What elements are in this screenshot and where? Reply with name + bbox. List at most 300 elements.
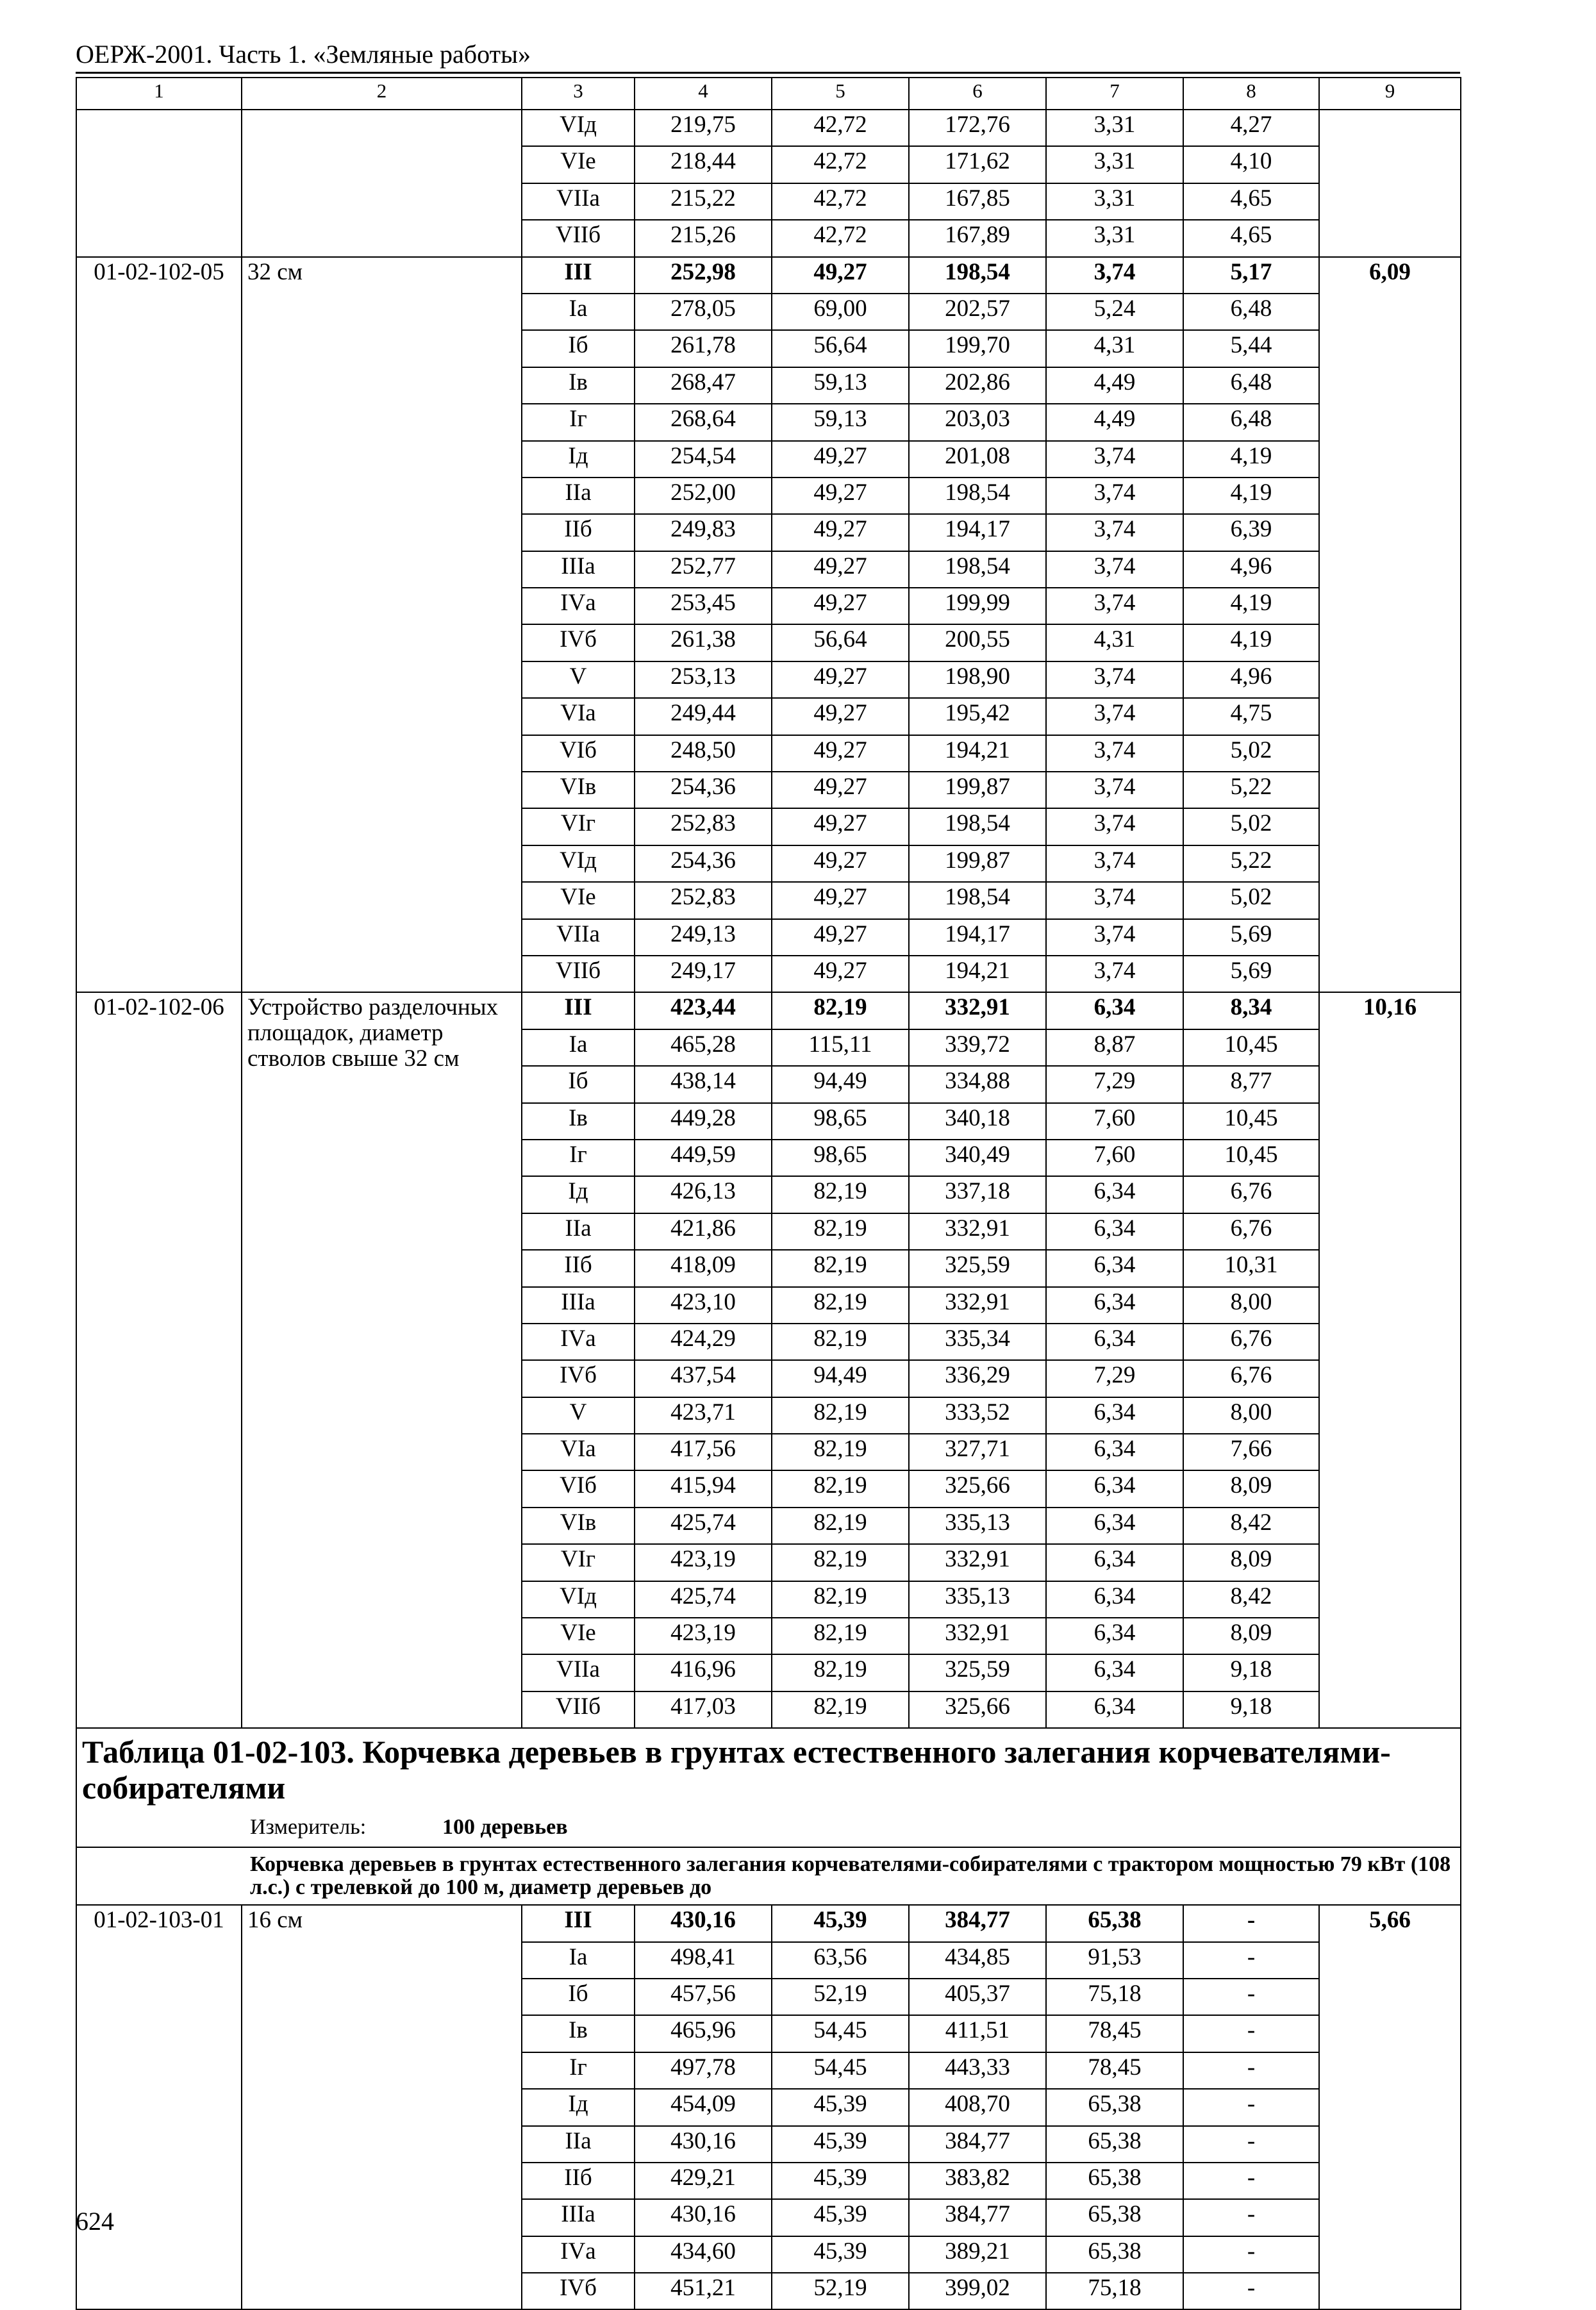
value-cell: - bbox=[1183, 2163, 1319, 2199]
value-cell: 65,38 bbox=[1046, 1905, 1183, 1941]
value-cell: 65,38 bbox=[1046, 2163, 1183, 2199]
soil-group-cell: IVа bbox=[522, 1324, 635, 1360]
value-cell: 49,27 bbox=[772, 661, 909, 698]
value-cell: 59,13 bbox=[772, 367, 909, 404]
value-cell: 6,39 bbox=[1183, 514, 1319, 551]
soil-group-cell: III bbox=[522, 992, 635, 1029]
value-cell: 6,76 bbox=[1183, 1324, 1319, 1360]
value-cell: 202,86 bbox=[909, 367, 1046, 404]
value-cell: 56,64 bbox=[772, 330, 909, 367]
value-cell: 278,05 bbox=[635, 294, 772, 330]
value-cell: 249,44 bbox=[635, 698, 772, 735]
value-cell: 5,24 bbox=[1046, 294, 1183, 330]
value-cell: 115,11 bbox=[772, 1029, 909, 1066]
value-cell: 268,64 bbox=[635, 404, 772, 440]
value-cell: - bbox=[1183, 1905, 1319, 1941]
value-cell: 333,52 bbox=[909, 1397, 1046, 1434]
soil-group-cell: VIд bbox=[522, 110, 635, 146]
value-cell: 78,45 bbox=[1046, 2015, 1183, 2052]
value-cell: 416,96 bbox=[635, 1654, 772, 1691]
value-cell: 49,27 bbox=[772, 441, 909, 478]
value-cell: 254,36 bbox=[635, 772, 772, 808]
value-cell: 6,34 bbox=[1046, 1618, 1183, 1654]
value-cell: 4,49 bbox=[1046, 404, 1183, 440]
value-cell: 4,31 bbox=[1046, 624, 1183, 661]
value-cell: 6,34 bbox=[1046, 1581, 1183, 1618]
value-cell: 10,31 bbox=[1183, 1250, 1319, 1286]
value-cell: 3,31 bbox=[1046, 110, 1183, 146]
value-cell: 94,49 bbox=[772, 1360, 909, 1397]
value-cell: 10,45 bbox=[1183, 1140, 1319, 1176]
value-cell: 215,22 bbox=[635, 183, 772, 220]
column-number: 1 bbox=[76, 78, 242, 110]
value-cell: 437,54 bbox=[635, 1360, 772, 1397]
value-cell: 49,27 bbox=[772, 551, 909, 588]
column-number: 5 bbox=[772, 78, 909, 110]
value-cell: 98,65 bbox=[772, 1140, 909, 1176]
table-row bbox=[76, 1905, 1461, 1941]
value-cell: 49,27 bbox=[772, 588, 909, 624]
value-cell: 405,37 bbox=[909, 1979, 1046, 2015]
page-number: 624 bbox=[76, 2207, 114, 2236]
value-cell: 69,00 bbox=[772, 294, 909, 330]
value-cell: 425,74 bbox=[635, 1508, 772, 1544]
value-cell: 454,09 bbox=[635, 2089, 772, 2125]
value-cell: 45,39 bbox=[772, 2089, 909, 2125]
value-cell: 65,38 bbox=[1046, 2199, 1183, 2236]
value-cell: 195,42 bbox=[909, 698, 1046, 735]
value-cell: 194,17 bbox=[909, 919, 1046, 956]
column-number: 3 bbox=[522, 78, 635, 110]
value-cell: 253,13 bbox=[635, 661, 772, 698]
value-cell: 4,65 bbox=[1183, 220, 1319, 256]
value-cell: 45,39 bbox=[772, 2199, 909, 2236]
value-cell: 78,45 bbox=[1046, 2052, 1183, 2089]
soil-group-cell: VIб bbox=[522, 1470, 635, 1507]
value-cell: 325,66 bbox=[909, 1470, 1046, 1507]
value-cell: 52,19 bbox=[772, 1979, 909, 2015]
value-cell: 98,65 bbox=[772, 1103, 909, 1140]
value-cell: - bbox=[1183, 1942, 1319, 1979]
value-cell: 5,69 bbox=[1183, 956, 1319, 992]
value-cell: 383,82 bbox=[909, 2163, 1046, 2199]
soil-group-cell: VIа bbox=[522, 698, 635, 735]
value-cell: 438,14 bbox=[635, 1066, 772, 1102]
value-cell: 65,38 bbox=[1046, 2126, 1183, 2163]
value-cell: 199,87 bbox=[909, 845, 1046, 882]
value-cell: 8,00 bbox=[1183, 1287, 1319, 1324]
value-cell: 198,54 bbox=[909, 257, 1046, 294]
labor-value: 5,66 bbox=[1319, 1905, 1461, 2309]
value-cell: 203,03 bbox=[909, 404, 1046, 440]
table-row bbox=[76, 257, 1461, 294]
soil-group-cell: Iв bbox=[522, 1103, 635, 1140]
column-number-row bbox=[76, 78, 1461, 110]
value-cell: 465,96 bbox=[635, 2015, 772, 2052]
value-cell: 8,00 bbox=[1183, 1397, 1319, 1434]
column-number: 6 bbox=[909, 78, 1046, 110]
soil-group-cell: VIд bbox=[522, 845, 635, 882]
rates-table-body bbox=[76, 78, 1461, 2309]
value-cell: 3,74 bbox=[1046, 257, 1183, 294]
value-cell: 3,74 bbox=[1046, 698, 1183, 735]
table-103-title-row bbox=[76, 1728, 1461, 1847]
value-cell: 7,66 bbox=[1183, 1434, 1319, 1470]
value-cell: 4,49 bbox=[1046, 367, 1183, 404]
value-cell: 63,56 bbox=[772, 1942, 909, 1979]
value-cell: 7,29 bbox=[1046, 1360, 1183, 1397]
value-cell: 6,34 bbox=[1046, 1434, 1183, 1470]
value-cell: 417,56 bbox=[635, 1434, 772, 1470]
item-code: 01-02-102-06 bbox=[76, 992, 242, 1728]
table-row bbox=[76, 110, 1461, 146]
value-cell: 339,72 bbox=[909, 1029, 1046, 1066]
value-cell: 423,19 bbox=[635, 1618, 772, 1654]
value-cell: 334,88 bbox=[909, 1066, 1046, 1102]
value-cell: 82,19 bbox=[772, 1250, 909, 1286]
value-cell: 332,91 bbox=[909, 1213, 1046, 1250]
soil-group-cell: Iв bbox=[522, 2015, 635, 2052]
value-cell: 3,74 bbox=[1046, 956, 1183, 992]
value-cell: 384,77 bbox=[909, 2126, 1046, 2163]
soil-group-cell: VIIа bbox=[522, 919, 635, 956]
value-cell: 4,19 bbox=[1183, 588, 1319, 624]
item-description: 16 см bbox=[242, 1905, 522, 2309]
soil-group-cell: Iд bbox=[522, 2089, 635, 2125]
value-cell: 59,13 bbox=[772, 404, 909, 440]
value-cell: 6,34 bbox=[1046, 1176, 1183, 1213]
value-cell: 198,54 bbox=[909, 808, 1046, 845]
soil-group-cell: VIе bbox=[522, 1618, 635, 1654]
value-cell: 429,21 bbox=[635, 2163, 772, 2199]
value-cell: 261,38 bbox=[635, 624, 772, 661]
value-cell: - bbox=[1183, 2199, 1319, 2236]
soil-group-cell: IVб bbox=[522, 2273, 635, 2309]
value-cell: 423,19 bbox=[635, 1544, 772, 1581]
table-103-title-cell bbox=[76, 1728, 1461, 1847]
value-cell: 6,76 bbox=[1183, 1360, 1319, 1397]
value-cell: 425,74 bbox=[635, 1581, 772, 1618]
value-cell: 7,60 bbox=[1046, 1103, 1183, 1140]
value-cell: 82,19 bbox=[772, 1691, 909, 1728]
value-cell: 332,91 bbox=[909, 1544, 1046, 1581]
value-cell: 253,45 bbox=[635, 588, 772, 624]
soil-group-cell: IIб bbox=[522, 1250, 635, 1286]
value-cell: - bbox=[1183, 1979, 1319, 2015]
value-cell: 6,76 bbox=[1183, 1213, 1319, 1250]
soil-group-cell: Iг bbox=[522, 2052, 635, 2089]
value-cell: 340,49 bbox=[909, 1140, 1046, 1176]
value-cell: 332,91 bbox=[909, 1618, 1046, 1654]
labor-value bbox=[1319, 110, 1461, 257]
value-cell: 252,77 bbox=[635, 551, 772, 588]
value-cell: 49,27 bbox=[772, 698, 909, 735]
value-cell: 332,91 bbox=[909, 992, 1046, 1029]
value-cell: 3,74 bbox=[1046, 514, 1183, 551]
value-cell: 75,18 bbox=[1046, 1979, 1183, 2015]
value-cell: 3,31 bbox=[1046, 146, 1183, 183]
value-cell: 5,02 bbox=[1183, 882, 1319, 918]
value-cell: 82,19 bbox=[772, 1654, 909, 1691]
value-cell: 340,18 bbox=[909, 1103, 1046, 1140]
value-cell: 8,87 bbox=[1046, 1029, 1183, 1066]
value-cell: 54,45 bbox=[772, 2015, 909, 2052]
value-cell: 198,90 bbox=[909, 661, 1046, 698]
value-cell: 9,18 bbox=[1183, 1691, 1319, 1728]
table-103-subtitle-row bbox=[76, 1847, 1461, 1905]
value-cell: 335,34 bbox=[909, 1324, 1046, 1360]
value-cell: 171,62 bbox=[909, 146, 1046, 183]
soil-group-cell: Iг bbox=[522, 404, 635, 440]
value-cell: 4,65 bbox=[1183, 183, 1319, 220]
value-cell: 194,17 bbox=[909, 514, 1046, 551]
value-cell: 5,69 bbox=[1183, 919, 1319, 956]
value-cell: 424,29 bbox=[635, 1324, 772, 1360]
value-cell: 82,19 bbox=[772, 1213, 909, 1250]
value-cell: 82,19 bbox=[772, 1581, 909, 1618]
value-cell: 82,19 bbox=[772, 1397, 909, 1434]
value-cell: 252,98 bbox=[635, 257, 772, 294]
value-cell: - bbox=[1183, 2089, 1319, 2125]
value-cell: 384,77 bbox=[909, 2199, 1046, 2236]
value-cell: 218,44 bbox=[635, 146, 772, 183]
value-cell: 449,59 bbox=[635, 1140, 772, 1176]
value-cell: 5,17 bbox=[1183, 257, 1319, 294]
value-cell: 6,48 bbox=[1183, 294, 1319, 330]
value-cell: 252,83 bbox=[635, 808, 772, 845]
value-cell: 6,34 bbox=[1046, 1544, 1183, 1581]
value-cell: 498,41 bbox=[635, 1942, 772, 1979]
soil-group-cell: VIIб bbox=[522, 220, 635, 256]
value-cell: 198,54 bbox=[909, 882, 1046, 918]
value-cell: 8,09 bbox=[1183, 1470, 1319, 1507]
value-cell: 252,83 bbox=[635, 882, 772, 918]
value-cell: 6,76 bbox=[1183, 1176, 1319, 1213]
value-cell: 325,59 bbox=[909, 1654, 1046, 1691]
value-cell: 215,26 bbox=[635, 220, 772, 256]
value-cell: 82,19 bbox=[772, 1324, 909, 1360]
value-cell: 3,74 bbox=[1046, 735, 1183, 772]
soil-group-cell: VIг bbox=[522, 1544, 635, 1581]
value-cell: 49,27 bbox=[772, 772, 909, 808]
soil-group-cell: VIб bbox=[522, 735, 635, 772]
value-cell: 202,57 bbox=[909, 294, 1046, 330]
soil-group-cell: VIд bbox=[522, 1581, 635, 1618]
value-cell: 5,02 bbox=[1183, 808, 1319, 845]
value-cell: 4,10 bbox=[1183, 146, 1319, 183]
value-cell: 45,39 bbox=[772, 2236, 909, 2273]
value-cell: 4,31 bbox=[1046, 330, 1183, 367]
value-cell: 434,60 bbox=[635, 2236, 772, 2273]
value-cell: 49,27 bbox=[772, 845, 909, 882]
value-cell: 82,19 bbox=[772, 1544, 909, 1581]
value-cell: 335,13 bbox=[909, 1508, 1046, 1544]
value-cell: 254,54 bbox=[635, 441, 772, 478]
soil-group-cell: III bbox=[522, 1905, 635, 1941]
value-cell: 199,99 bbox=[909, 588, 1046, 624]
value-cell: 75,18 bbox=[1046, 2273, 1183, 2309]
soil-group-cell: VIIа bbox=[522, 183, 635, 220]
soil-group-cell: IVб bbox=[522, 624, 635, 661]
value-cell: 5,22 bbox=[1183, 772, 1319, 808]
value-cell: 45,39 bbox=[772, 2163, 909, 2199]
value-cell: 5,44 bbox=[1183, 330, 1319, 367]
soil-group-cell: VIIа bbox=[522, 1654, 635, 1691]
value-cell: 219,75 bbox=[635, 110, 772, 146]
header-rule bbox=[76, 72, 1460, 74]
value-cell: 6,48 bbox=[1183, 404, 1319, 440]
value-cell: 5,22 bbox=[1183, 845, 1319, 882]
value-cell: 82,19 bbox=[772, 1470, 909, 1507]
value-cell: 201,08 bbox=[909, 441, 1046, 478]
value-cell: 65,38 bbox=[1046, 2236, 1183, 2273]
item-description bbox=[242, 110, 522, 257]
value-cell: 52,19 bbox=[772, 2273, 909, 2309]
value-cell: 6,34 bbox=[1046, 1213, 1183, 1250]
value-cell: 82,19 bbox=[772, 1618, 909, 1654]
value-cell: 430,16 bbox=[635, 2199, 772, 2236]
column-number: 9 bbox=[1319, 78, 1461, 110]
soil-group-cell: Iа bbox=[522, 1942, 635, 1979]
soil-group-cell: V bbox=[522, 1397, 635, 1434]
soil-group-cell: Iб bbox=[522, 330, 635, 367]
value-cell: 91,53 bbox=[1046, 1942, 1183, 1979]
value-cell: 167,89 bbox=[909, 220, 1046, 256]
value-cell: 6,34 bbox=[1046, 1250, 1183, 1286]
value-cell: 7,29 bbox=[1046, 1066, 1183, 1102]
soil-group-cell: VIIб bbox=[522, 1691, 635, 1728]
value-cell: 49,27 bbox=[772, 919, 909, 956]
soil-group-cell: VIв bbox=[522, 1508, 635, 1544]
value-cell: 6,34 bbox=[1046, 1470, 1183, 1507]
soil-group-cell: VIIб bbox=[522, 956, 635, 992]
item-description: 32 см bbox=[242, 257, 522, 993]
value-cell: 5,02 bbox=[1183, 735, 1319, 772]
soil-group-cell: Iб bbox=[522, 1979, 635, 2015]
value-cell: 248,50 bbox=[635, 735, 772, 772]
table-103-title: Таблица 01-02-103. Корчевка деревьев в грунтах естественного залегания корчевателями-собирателями bbox=[82, 1734, 1391, 1806]
value-cell: 200,55 bbox=[909, 624, 1046, 661]
value-cell: 465,28 bbox=[635, 1029, 772, 1066]
column-number: 8 bbox=[1183, 78, 1319, 110]
value-cell: 423,10 bbox=[635, 1287, 772, 1324]
value-cell: 4,19 bbox=[1183, 478, 1319, 514]
value-cell: 8,42 bbox=[1183, 1581, 1319, 1618]
meter-value: 100 деревьев bbox=[442, 1815, 568, 1840]
value-cell: 457,56 bbox=[635, 1979, 772, 2015]
value-cell: - bbox=[1183, 2273, 1319, 2309]
value-cell: 6,48 bbox=[1183, 367, 1319, 404]
soil-group-cell: IIа bbox=[522, 478, 635, 514]
labor-value: 10,16 bbox=[1319, 992, 1461, 1728]
value-cell: 423,44 bbox=[635, 992, 772, 1029]
value-cell: 389,21 bbox=[909, 2236, 1046, 2273]
value-cell: 421,86 bbox=[635, 1213, 772, 1250]
value-cell: 42,72 bbox=[772, 146, 909, 183]
value-cell: 261,78 bbox=[635, 330, 772, 367]
value-cell: 497,78 bbox=[635, 2052, 772, 2089]
soil-group-cell: IIIа bbox=[522, 551, 635, 588]
meter-label: Измеритель: bbox=[250, 1815, 367, 1840]
value-cell: 94,49 bbox=[772, 1066, 909, 1102]
value-cell: 268,47 bbox=[635, 367, 772, 404]
value-cell: 332,91 bbox=[909, 1287, 1046, 1324]
soil-group-cell: Iа bbox=[522, 1029, 635, 1066]
value-cell: 42,72 bbox=[772, 220, 909, 256]
value-cell: - bbox=[1183, 2015, 1319, 2052]
value-cell: 194,21 bbox=[909, 956, 1046, 992]
value-cell: - bbox=[1183, 2052, 1319, 2089]
value-cell: 6,34 bbox=[1046, 1654, 1183, 1691]
value-cell: 4,96 bbox=[1183, 661, 1319, 698]
value-cell: 3,31 bbox=[1046, 220, 1183, 256]
value-cell: 430,16 bbox=[635, 2126, 772, 2163]
value-cell: 4,19 bbox=[1183, 624, 1319, 661]
value-cell: 249,13 bbox=[635, 919, 772, 956]
value-cell: 252,00 bbox=[635, 478, 772, 514]
value-cell: 325,59 bbox=[909, 1250, 1046, 1286]
value-cell: 9,18 bbox=[1183, 1654, 1319, 1691]
column-number: 7 bbox=[1046, 78, 1183, 110]
value-cell: 249,17 bbox=[635, 956, 772, 992]
value-cell: 3,74 bbox=[1046, 551, 1183, 588]
item-code: 01-02-103-01 bbox=[76, 1905, 242, 2309]
value-cell: 49,27 bbox=[772, 882, 909, 918]
value-cell: 3,74 bbox=[1046, 808, 1183, 845]
value-cell: 194,21 bbox=[909, 735, 1046, 772]
item-code bbox=[76, 110, 242, 257]
value-cell: 443,33 bbox=[909, 2052, 1046, 2089]
value-cell: 7,60 bbox=[1046, 1140, 1183, 1176]
page-header: ОЕРЖ-2001. Часть 1. «Земляные работы» bbox=[76, 40, 531, 69]
soil-group-cell: Iа bbox=[522, 294, 635, 330]
value-cell: 3,74 bbox=[1046, 661, 1183, 698]
value-cell: 417,03 bbox=[635, 1691, 772, 1728]
value-cell: 426,13 bbox=[635, 1176, 772, 1213]
value-cell: 49,27 bbox=[772, 956, 909, 992]
value-cell: 6,34 bbox=[1046, 1691, 1183, 1728]
soil-group-cell: VIг bbox=[522, 808, 635, 845]
soil-group-cell: IVа bbox=[522, 588, 635, 624]
value-cell: 54,45 bbox=[772, 2052, 909, 2089]
column-number: 2 bbox=[242, 78, 522, 110]
soil-group-cell: IIа bbox=[522, 2126, 635, 2163]
item-description: Устройство разделочных площадок, диаметр стволов свыше 32 см bbox=[242, 992, 522, 1728]
value-cell: 384,77 bbox=[909, 1905, 1046, 1941]
value-cell: 8,77 bbox=[1183, 1066, 1319, 1102]
value-cell: 4,19 bbox=[1183, 441, 1319, 478]
value-cell: 45,39 bbox=[772, 2126, 909, 2163]
value-cell: 82,19 bbox=[772, 1176, 909, 1213]
value-cell: 8,09 bbox=[1183, 1618, 1319, 1654]
soil-group-cell: III bbox=[522, 257, 635, 294]
value-cell: 10,45 bbox=[1183, 1029, 1319, 1066]
value-cell: 49,27 bbox=[772, 257, 909, 294]
value-cell: 42,72 bbox=[772, 183, 909, 220]
soil-group-cell: IVб bbox=[522, 1360, 635, 1397]
value-cell: 6,34 bbox=[1046, 1324, 1183, 1360]
table-row bbox=[76, 992, 1461, 1029]
value-cell: 411,51 bbox=[909, 2015, 1046, 2052]
value-cell: 325,66 bbox=[909, 1691, 1046, 1728]
value-cell: 49,27 bbox=[772, 735, 909, 772]
value-cell: 249,83 bbox=[635, 514, 772, 551]
value-cell: 336,29 bbox=[909, 1360, 1046, 1397]
soil-group-cell: IIIа bbox=[522, 1287, 635, 1324]
value-cell: 3,74 bbox=[1046, 919, 1183, 956]
value-cell: - bbox=[1183, 2126, 1319, 2163]
value-cell: 434,85 bbox=[909, 1942, 1046, 1979]
